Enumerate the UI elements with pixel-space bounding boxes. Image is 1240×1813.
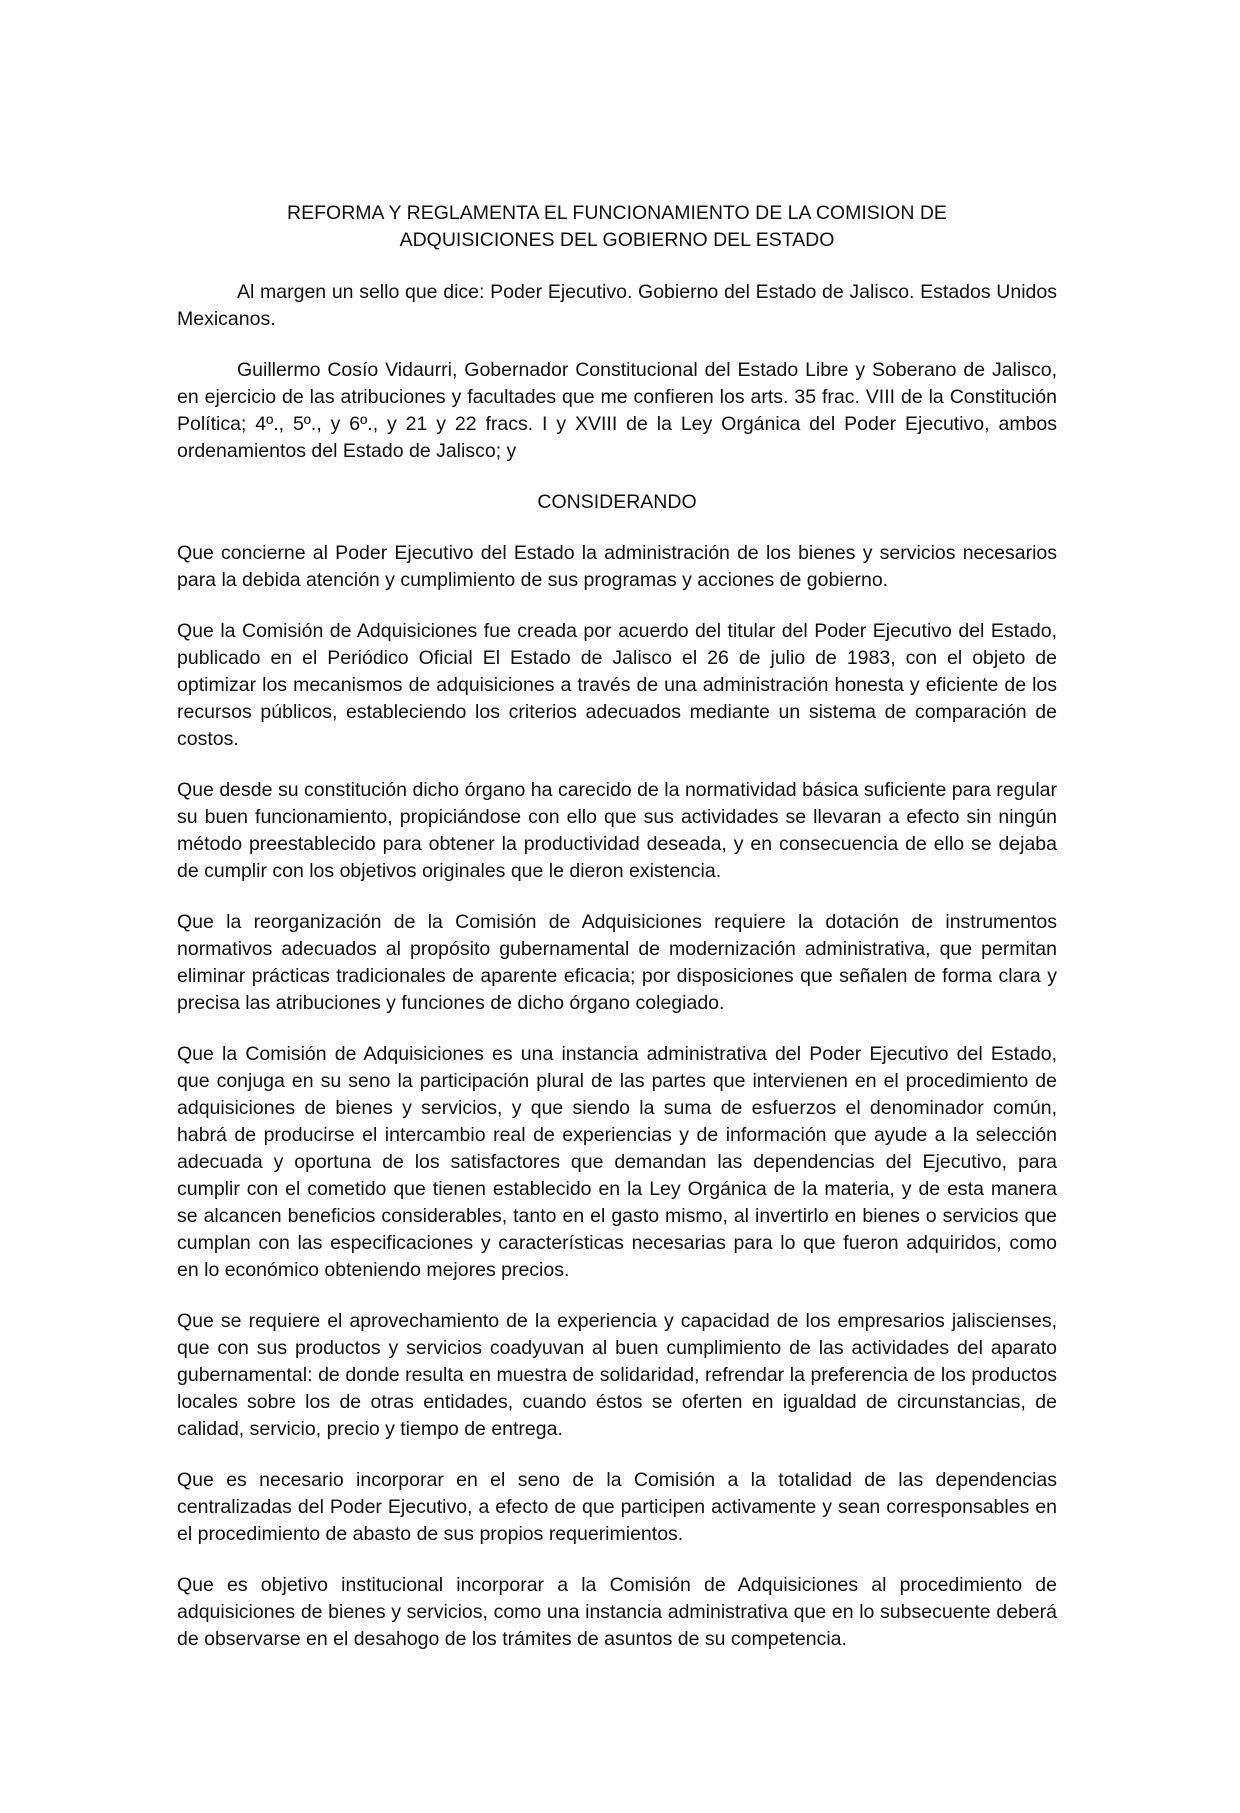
title-line-2: ADQUISICIONES DEL GOBIERNO DEL ESTADO <box>399 229 835 251</box>
considerando-paragraph: Que se requiere el aprovechamiento de la experiencia y capacidad de los empresarios jaliscienses, que con sus productos y servicios coadyuvan al buen cumplimiento de las actividades del aparato gubernamental: de donde resulta en muestra de solidaridad, refrendar la preferencia de los productos locales sobre los de otras entidades, cuando éstos se oferten en igualdad de circunstancias, de calidad, servicio, precio y tiempo de entrega. <box>177 1310 1057 1440</box>
considerando-paragraph: Que la Comisión de Adquisiciones fue creada por acuerdo del titular del Poder Ejecutivo del Estado, publicado en el Periódico Oficial El Estado de Jalisco el 26 de julio de 1983, con el objeto de optimizar los mecanismos de adquisiciones a través de una administración honesta y eficiente de los recursos públicos, estableciendo los criterios adecuados mediante un sistema de comparación de costos. <box>177 620 1057 750</box>
considerando-paragraph: Que concierne al Poder Ejecutivo del Estado la administración de los bienes y servicios necesarios para la debida atención y cumplimiento de sus programas y acciones de gobierno. <box>177 542 1057 591</box>
document-title <box>177 200 1057 254</box>
considerando-paragraph: Que la Comisión de Adquisiciones es una instancia administrativa del Poder Ejecutivo del Estado, que conjuga en su seno la participación plural de las partes que intervienen en el procedimiento de adquisiciones de bienes y servicios, y que siendo la suma de esfuerzos el denominador común, habrá de producirse el intercambio real de experiencias y de información que ayude a la selección adecuada y oportuna de los satisfactores que demandan las dependencias del Ejecutivo, para cumplir con el cometido que tienen establecido en la Ley Orgánica de la materia, y de esta manera se alcancen beneficios considerables, tanto en el gasto mismo, al invertirlo en bienes o servicios que cumplan con las especificaciones y características necesarias para lo que fueron adquiridos, como en lo económico obteniendo mejores precios. <box>177 1043 1057 1281</box>
considerando-paragraph: Que la reorganización de la Comisión de Adquisiciones requiere la dotación de instrumentos normativos adecuados al propósito gubernamental de modernización administrativa, que permitan eliminar prácticas tradicionales de aparente eficacia; por disposiciones que señalen de forma clara y precisa las atribuciones y funciones de dicho órgano colegiado. <box>177 911 1057 1014</box>
document-page <box>177 200 1057 1677</box>
title-line-1: REFORMA Y REGLAMENTA EL FUNCIONAMIENTO DE LA COMISION DE <box>287 202 947 224</box>
intro-governor-paragraph: Guillermo Cosío Vidaurri, Gobernador Constitucional del Estado Libre y Soberano de Jalisco, en ejercicio de las atribuciones y facultades que me confieren los arts. 35 frac. VIII de la Constitución Política; 4º., 5º., y 6º., y 21 y 22 fracs. I y XVIII de la Ley Orgánica del Poder Ejecutivo, ambos ordenamientos del Estado de Jalisco; y <box>177 359 1057 462</box>
considerando-paragraph: Que es objetivo institucional incorporar a la Comisión de Adquisiciones al procedimiento de adquisiciones de bienes y servicios, como una instancia administrativa que en lo subsecuente deberá de observarse en el desahogo de los trámites de asuntos de su competencia. <box>177 1574 1057 1650</box>
intro-seal-paragraph: Al margen un sello que dice: Poder Ejecutivo. Gobierno del Estado de Jalisco. Estados Unidos Mexicanos. <box>177 281 1057 330</box>
considerando-paragraph: Que desde su constitución dicho órgano ha carecido de la normatividad básica suficiente para regular su buen funcionamiento, propiciándose con ello que sus actividades se llevaran a efecto sin ningún método preestablecido para obtener la productividad deseada, y en consecuencia de ello se dejaba de cumplir con los objetivos originales que le dieron existencia. <box>177 779 1057 882</box>
considerando-paragraph: Que es necesario incorporar en el seno de la Comisión a la totalidad de las dependencias centralizadas del Poder Ejecutivo, a efecto de que participen activamente y sean corresponsables en el procedimiento de abasto de sus propios requerimientos. <box>177 1469 1057 1545</box>
considerando-heading: CONSIDERANDO <box>537 491 697 513</box>
